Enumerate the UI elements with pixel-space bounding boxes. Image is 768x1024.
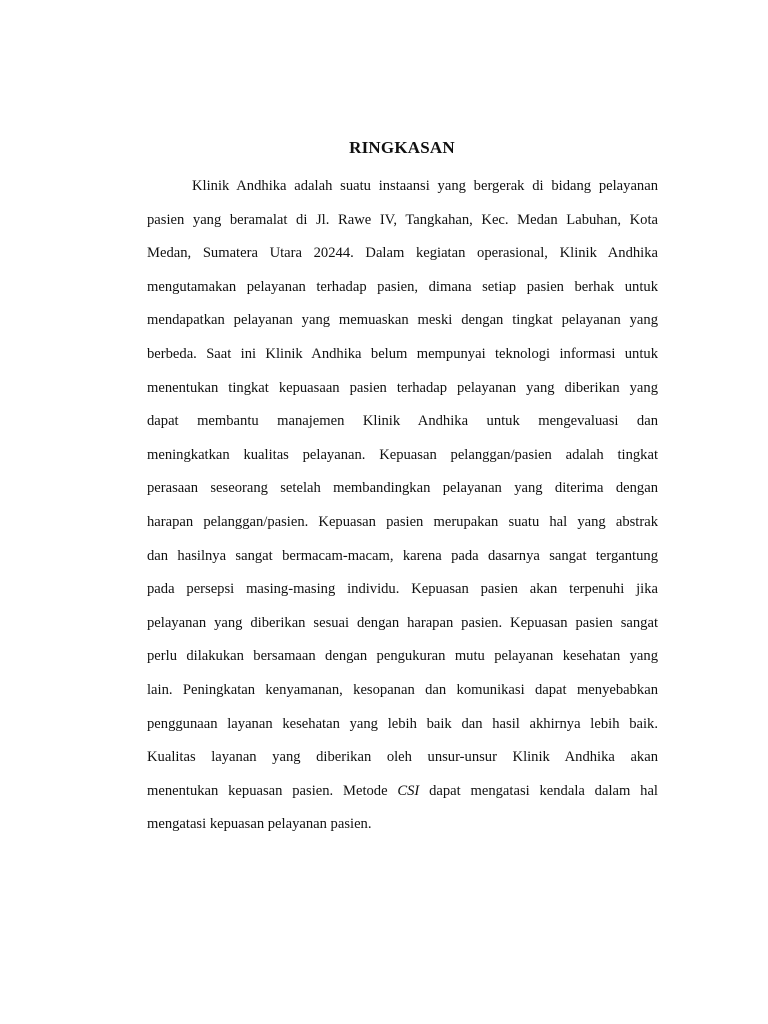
paragraph-line: dan hasilnya sangat bermacam-macam, karena pada dasarnya sangat tergantung	[147, 547, 658, 564]
paragraph-line: Kualitas layanan yang diberikan oleh unsur-unsur Klinik Andhika akan	[147, 749, 658, 766]
paragraph-line: mengutamakan pelayanan terhadap pasien, dimana setiap pasien berhak untuk	[147, 278, 658, 295]
paragraph-line: mendapatkan pelayanan yang memuaskan meski dengan tingkat pelayanan yang	[147, 312, 658, 329]
paragraph-line-with-emphasis	[147, 777, 658, 811]
paragraph-line: dapat membantu manajemen Klinik Andhika untuk mengevaluasi dan	[147, 413, 658, 430]
paragraph-line: pelayanan yang diberikan sesuai dengan harapan pasien. Kepuasan pasien sangat	[147, 614, 658, 631]
paragraph-line: perasaan seseorang setelah membandingkan pelayanan yang diterima dengan	[147, 480, 658, 497]
paragraph-line: penggunaan layanan kesehatan yang lebih baik dan hasil akhirnya lebih baik.	[147, 715, 658, 732]
paragraph-line: harapan pelanggan/pasien. Kepuasan pasien merupakan suatu hal yang abstrak	[147, 513, 658, 530]
paragraph-line: perlu dilakukan bersamaan dengan pengukuran mutu pelayanan kesehatan yang	[147, 648, 658, 665]
paragraph-line: lain. Peningkatan kenyamanan, kesopanan dan komunikasi dapat menyebabkan	[147, 681, 658, 698]
paragraph-line: pasien yang beramalat di Jl. Rawe IV, Tangkahan, Kec. Medan Labuhan, Kota	[147, 211, 658, 228]
line-text-after: dapat mengatasi kendala dalam hal	[419, 782, 658, 799]
abstract-paragraph	[147, 172, 658, 844]
paragraph-line: Klinik Andhika adalah suatu instaansi yang bergerak di bidang pelayanan	[192, 178, 658, 194]
paragraph-line: Medan, Sumatera Utara 20244. Dalam kegiatan operasional, Klinik Andhika	[147, 245, 658, 262]
paragraph-line: pada persepsi masing-masing individu. Kepuasan pasien akan terpenuhi jika	[147, 581, 658, 598]
page-title: RINGKASAN	[349, 138, 455, 157]
csi-method-term: CSI	[397, 782, 420, 799]
paragraph-last-line: mengatasi kepuasan pelayanan pasien.	[147, 816, 372, 833]
paragraph-line: meningkatkan kualitas pelayanan. Kepuasan pelanggan/pasien adalah tingkat	[147, 446, 658, 463]
paragraph-line: berbeda. Saat ini Klinik Andhika belum mempunyai teknologi informasi untuk	[147, 345, 658, 362]
paragraph-line: menentukan tingkat kepuasaan pasien terhadap pelayanan yang diberikan yang	[147, 379, 658, 396]
line-text-before: menentukan kepuasan pasien. Metode	[147, 782, 398, 799]
